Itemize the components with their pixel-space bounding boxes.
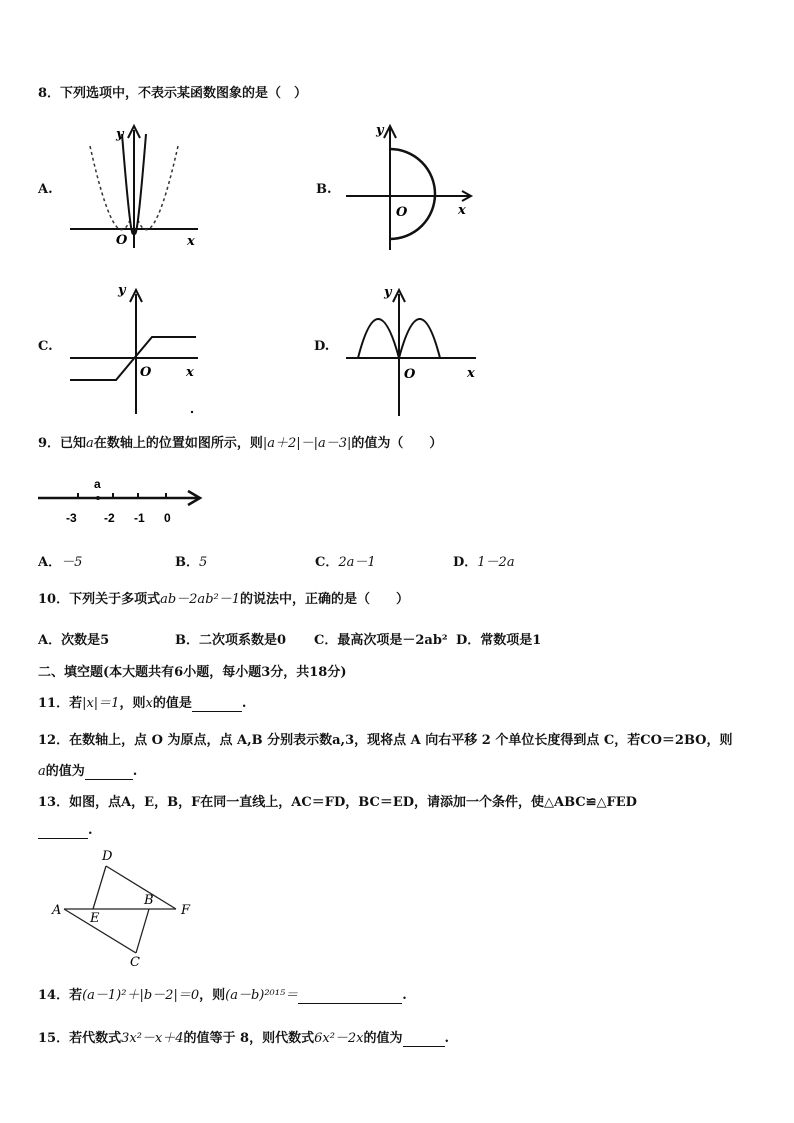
q13-answer-blank[interactable] bbox=[38, 823, 88, 839]
q9-stem-mid: 在数轴上的位置如图所示，则 bbox=[93, 436, 263, 451]
q13-label-d: D bbox=[102, 849, 113, 864]
q9-option-a: A．－5 bbox=[38, 555, 83, 570]
q8-option-a-label: A. bbox=[38, 182, 53, 197]
q10-stem: 10．下列关于多项式ab－2ab²－1的说法中，正确的是（ ） bbox=[38, 592, 410, 607]
section-fill-blank-heading: 二、填空题(本大题共有6小题，每小题3分，共18分) bbox=[38, 665, 347, 680]
q8-b-y-label: y bbox=[376, 123, 384, 138]
q8-b-x-label: x bbox=[458, 203, 466, 218]
q12-line1: 12．在数轴上，点 O 为原点，点 A,B 分别表示数a,3，现将点 A 向右平移 2 个单位长度得到点 C，若CO＝2BO，则 bbox=[38, 733, 733, 748]
q8-graph-c bbox=[62, 280, 212, 415]
q9-stem bbox=[38, 432, 442, 451]
q8-b-origin-label: O bbox=[396, 205, 408, 220]
q8-graph-d bbox=[340, 280, 485, 415]
q12-answer-blank[interactable] bbox=[85, 764, 133, 780]
q9-tick-minus3: -3 bbox=[66, 511, 77, 525]
q11-stem: 11．若|x|＝1，则x的值是 . bbox=[38, 696, 247, 711]
q8-a-x-label: x bbox=[187, 234, 195, 249]
q13-label-a: A bbox=[52, 903, 62, 918]
q9-tick-minus2: -2 bbox=[104, 511, 115, 525]
q9-expression: |a＋2|－|a－3| bbox=[262, 436, 352, 451]
q13-stem: 13．如图，点A，E，B，F在同一直线上，AC＝FD，BC＝ED，请添加一个条件，使△ABC≌△FED bbox=[38, 795, 637, 810]
q9-stem-before: 9．已知 bbox=[38, 436, 87, 451]
q9-point-a-label: a bbox=[94, 477, 101, 491]
q11-answer-blank[interactable] bbox=[192, 696, 242, 712]
q15-answer-blank[interactable] bbox=[403, 1031, 445, 1047]
q12-line2: a的值为 . bbox=[38, 764, 138, 779]
q13-figure bbox=[48, 848, 198, 968]
q8-d-x-label: x bbox=[467, 366, 475, 381]
q8-c-origin-label: O bbox=[140, 365, 152, 380]
q10-option-c: C．最高次项是－2ab² bbox=[314, 633, 448, 648]
q8-d-y-label: y bbox=[384, 285, 392, 300]
q8-c-x-label: x bbox=[186, 365, 194, 380]
q10-option-d: D．常数项是1 bbox=[456, 633, 542, 648]
q8-a-origin-label: O bbox=[116, 233, 128, 248]
q8-stem: 8．下列选项中，不表示某函数图象的是（ ） bbox=[38, 86, 308, 101]
q14-stem: 14．若(a－1)²＋|b－2|＝0，则(a－b)²⁰¹⁵＝ . bbox=[38, 988, 407, 1003]
q13-label-f: F bbox=[181, 903, 191, 918]
q10-option-b: B．二次项系数是0 bbox=[175, 633, 287, 648]
q9-option-c: C．2a－1 bbox=[315, 555, 376, 570]
q8-graph-a bbox=[60, 118, 210, 253]
q13-label-c: C bbox=[130, 955, 140, 970]
q8-c-y-label: y bbox=[118, 283, 126, 298]
q8-graph-b bbox=[340, 118, 480, 253]
q14-answer-blank[interactable] bbox=[298, 988, 402, 1004]
q10-expression: ab－2ab²－1 bbox=[160, 592, 240, 607]
q9-stem-after: 的值为（ ） bbox=[351, 436, 443, 451]
q8-option-b-label: B. bbox=[316, 182, 332, 197]
q9-number-line bbox=[38, 474, 208, 529]
q13-label-e: E bbox=[90, 911, 100, 926]
q13-answer-line: . bbox=[38, 823, 93, 839]
q8-d-origin-label: O bbox=[404, 367, 416, 382]
q9-tick-minus1: -1 bbox=[134, 511, 145, 525]
q13-label-b: B bbox=[144, 893, 154, 908]
q9-option-b: B．5 bbox=[175, 555, 208, 570]
q15-stem: 15．若代数式3x²－x＋4的值等于 8，则代数式6x²－2x的值为 . bbox=[38, 1031, 450, 1046]
q8-option-d-label: D. bbox=[314, 339, 330, 354]
q9-option-d: D．1－2a bbox=[453, 555, 515, 570]
q10-option-a: A．次数是5 bbox=[38, 633, 110, 648]
q9-var: a bbox=[86, 436, 94, 451]
q9-tick-0: 0 bbox=[164, 511, 171, 525]
q8-option-c-label: C. bbox=[38, 339, 53, 354]
q8-a-y-label: y bbox=[116, 127, 124, 142]
